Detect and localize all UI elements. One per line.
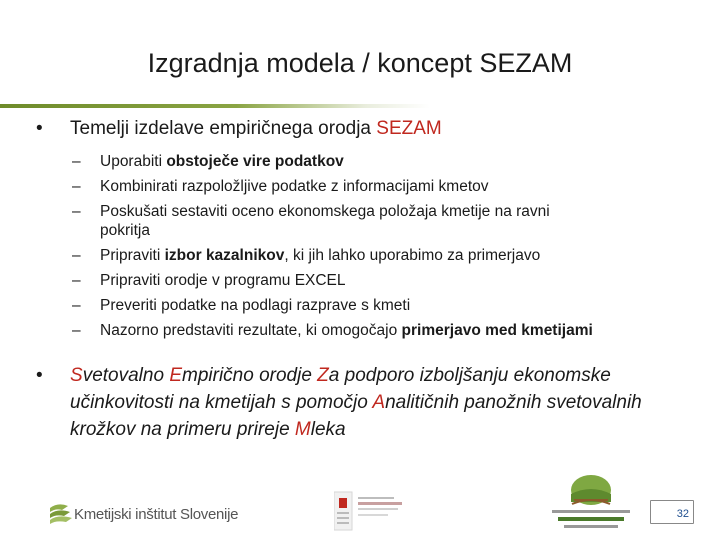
item-text-rest: , ki jih lahko uporabimo za primerjavo — [284, 247, 541, 264]
acronym-text: nalitičnih panožnih svetovalnih krožkov na primeru prireje — [70, 392, 642, 440]
institute-name: Kmetijski inštitut Slovenije — [74, 506, 239, 523]
acronym-text: mpirično orodje — [182, 365, 318, 386]
list-item — [72, 149, 692, 174]
acronym-letter: E — [169, 365, 182, 386]
bullet-marker: • — [36, 365, 43, 386]
slide-title: Izgradnja modela / koncept SEZAM — [147, 48, 573, 78]
dash-marker: – — [72, 247, 81, 264]
item-bold-text: primerjavo med kmetijami — [401, 322, 593, 339]
dash-marker: – — [72, 153, 81, 170]
acronym-letter: S — [70, 365, 83, 386]
acronym-letter: Z — [317, 365, 329, 386]
dash-marker: – — [72, 322, 81, 339]
item-bold-text: obstoječe vire podatkov — [166, 153, 344, 170]
main-bullet-2 — [36, 362, 684, 443]
list-item — [72, 199, 692, 240]
bullet-marker: • — [36, 118, 43, 139]
item-text: Kombinirati razpoložljive podatke z informacijami kmetov — [100, 178, 489, 195]
acronym-explanation — [44, 362, 684, 443]
advisory-service-logo-icon — [548, 470, 634, 532]
list-item — [72, 268, 692, 293]
acronym-letter: M — [294, 419, 311, 440]
acronym-letter: A — [372, 392, 386, 413]
faculty-logo-icon — [334, 488, 424, 532]
item-bold-text: izbor kazalnikov — [164, 247, 285, 264]
sub-bullet-list — [72, 149, 692, 343]
item-text: Pripraviti — [100, 247, 165, 264]
dash-marker: – — [72, 297, 81, 314]
acronym-text: a podporo izboljšanju ekonomske učinkovitosti na kmetijah s pomočjo — [70, 365, 611, 413]
main-bullet-1-text — [70, 118, 442, 140]
list-item — [72, 318, 692, 343]
acronym-text: vetovalno — [82, 365, 170, 386]
list-item — [72, 293, 692, 318]
title-underline — [0, 104, 430, 108]
institute-logo-icon — [48, 500, 76, 528]
item-text: Uporabiti — [100, 153, 167, 170]
dash-marker: – — [72, 203, 81, 220]
acronym-text: leka — [310, 419, 346, 440]
item-text: Poskušati sestaviti oceno ekonomskega položaja kmetije na ravni — [100, 203, 550, 220]
sezam-highlight: SEZAM — [376, 118, 442, 139]
list-item — [72, 243, 692, 268]
dash-marker: – — [72, 178, 81, 195]
bullet-text: Temelji izdelave empiričnega orodja — [70, 118, 377, 139]
dash-marker: – — [72, 272, 81, 289]
item-continuation: pokritja — [100, 222, 150, 239]
item-text: Preveriti podatke na podlagi razprave s kmeti — [100, 297, 411, 314]
item-text: Nazorno predstaviti rezultate, ki omogočajo — [100, 322, 402, 339]
item-text: Pripraviti orodje v programu EXCEL — [100, 272, 346, 289]
page-number: 32 — [650, 500, 694, 524]
list-item — [72, 174, 692, 199]
